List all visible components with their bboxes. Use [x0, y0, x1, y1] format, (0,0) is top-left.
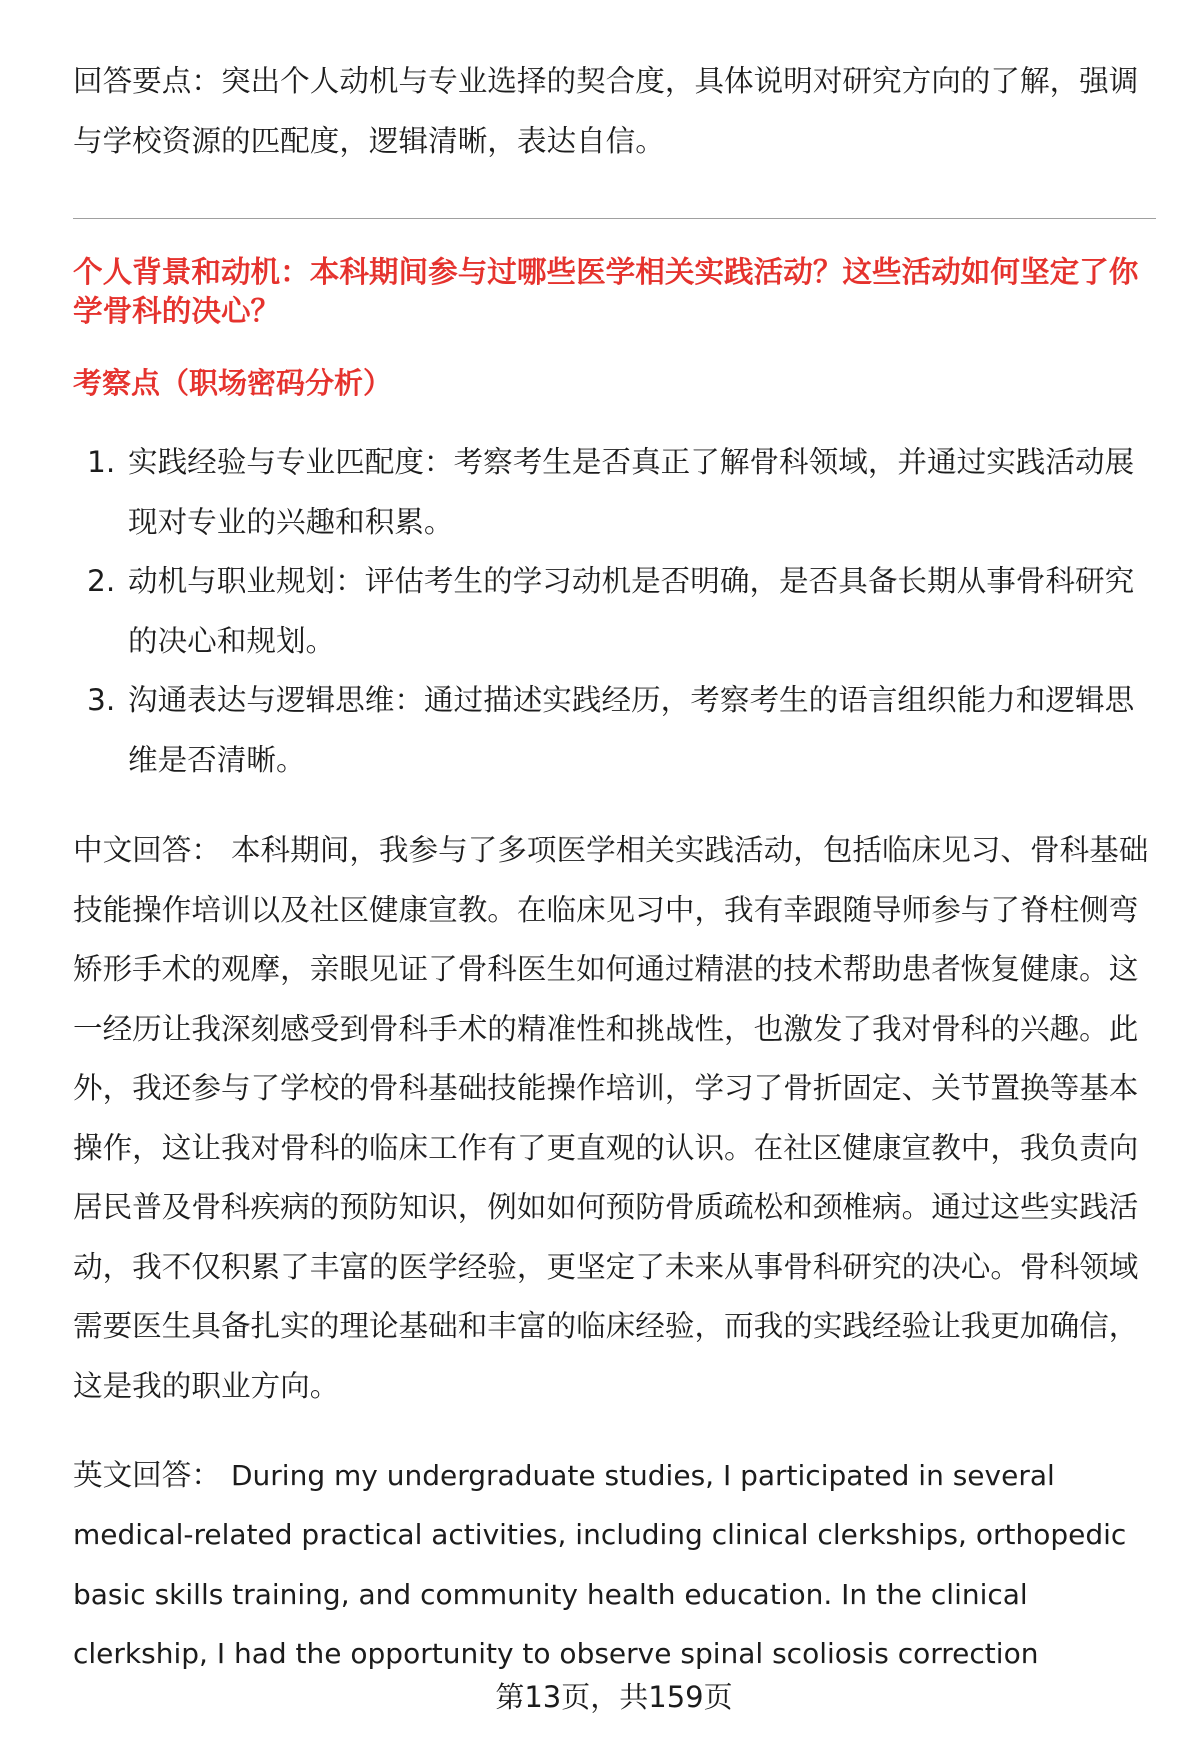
question-heading [73, 253, 1173, 331]
list-item-line: 维是否清晰。 [128, 742, 306, 777]
list-item [73, 433, 1173, 552]
english-answer-label: 英文回答： [73, 1458, 221, 1492]
list-number: 1. [87, 445, 116, 479]
page-number: 第13页，共159页 [495, 1680, 733, 1714]
assessment-list [73, 433, 1173, 790]
chinese-answer-line: 需要医生具备扎实的理论基础和丰富的临床经验，而我的实践经验让我更加确信， [73, 1309, 1139, 1343]
question-line: 学骨科的决心？ [73, 294, 281, 328]
list-item [73, 671, 1173, 790]
list-number: 2. [87, 564, 116, 598]
english-answer-text: During my undergraduate studies, I participated in several [230, 1459, 1055, 1492]
list-number: 3. [87, 683, 116, 717]
list-item-line: 沟通表达与逻辑思维：通过描述实践经历，考察考生的语言组织能力和逻辑思 [128, 683, 1135, 717]
list-item-line: 现对专业的兴趣和积累。 [128, 504, 454, 539]
key-points-line: 与学校资源的匹配度，逻辑清晰，表达自信。 [73, 124, 665, 158]
list-item [73, 552, 1173, 671]
list-item-line: 实践经验与专业匹配度：考察考生是否真正了解骨科领域，并通过实践活动展 [128, 445, 1135, 479]
chinese-answer-label: 中文回答： [73, 833, 221, 867]
list-item-line: 动机与职业规划：评估考生的学习动机是否明确，是否具备长期从事骨科研究 [128, 564, 1135, 598]
chinese-answer-line: 一经历让我深刻感受到骨科手术的精准性和挑战性，也激发了我对骨科的兴趣。此 [73, 1011, 1139, 1046]
english-answer [73, 1446, 1173, 1683]
chinese-answer-line: 这是我的职业方向。 [73, 1368, 340, 1403]
chinese-answer-text: 本科期间，我参与了多项医学相关实践活动，包括临床见习、骨科基础 [230, 833, 1149, 867]
section-divider [73, 218, 1156, 219]
chinese-answer-line: 居民普及骨科疾病的预防知识，例如如何预防骨质疏松和颈椎病。通过这些实践活 [73, 1190, 1139, 1224]
chinese-answer-line: 矫形手术的观摩，亲眼见证了骨科医生如何通过精湛的技术帮助患者恢复健康。这 [73, 952, 1139, 986]
english-answer-line [73, 1446, 1173, 1505]
list-item-line: 的决心和规划。 [128, 623, 336, 658]
chinese-answer-line: 操作，这让我对骨科的临床工作有了更直观的认识。在社区健康宣教中，我负责向 [73, 1130, 1139, 1165]
chinese-answer-line [73, 821, 1173, 881]
english-answer-line: clerkship, I had the opportunity to observe spinal scoliosis correction [73, 1636, 1039, 1670]
chinese-answer-line: 外，我还参与了学校的骨科基础技能操作培训，学习了骨折固定、关节置换等基本 [73, 1071, 1139, 1105]
key-points-line: 回答要点：突出个人动机与专业选择的契合度，具体说明对研究方向的了解，强调 [73, 64, 1139, 98]
chinese-answer [73, 821, 1173, 1416]
chinese-answer-line: 动，我不仅积累了丰富的医学经验，更坚定了未来从事骨科研究的决心。骨科领域 [73, 1249, 1139, 1284]
english-answer-line: basic skills training, and community health education. In the clinical [73, 1577, 1028, 1611]
english-answer-line: medical-related practical activities, including clinical clerkships, orthopedic [73, 1518, 1127, 1552]
assessment-heading: 考察点（职场密码分析） [73, 366, 393, 400]
question-line: 个人背景和动机：本科期间参与过哪些医学相关实践活动？这些活动如何坚定了你 [73, 255, 1139, 289]
chinese-answer-line: 技能操作培训以及社区健康宣教。在临床见习中，我有幸跟随导师参与了脊柱侧弯 [73, 892, 1139, 927]
answer-key-points [73, 51, 1173, 171]
